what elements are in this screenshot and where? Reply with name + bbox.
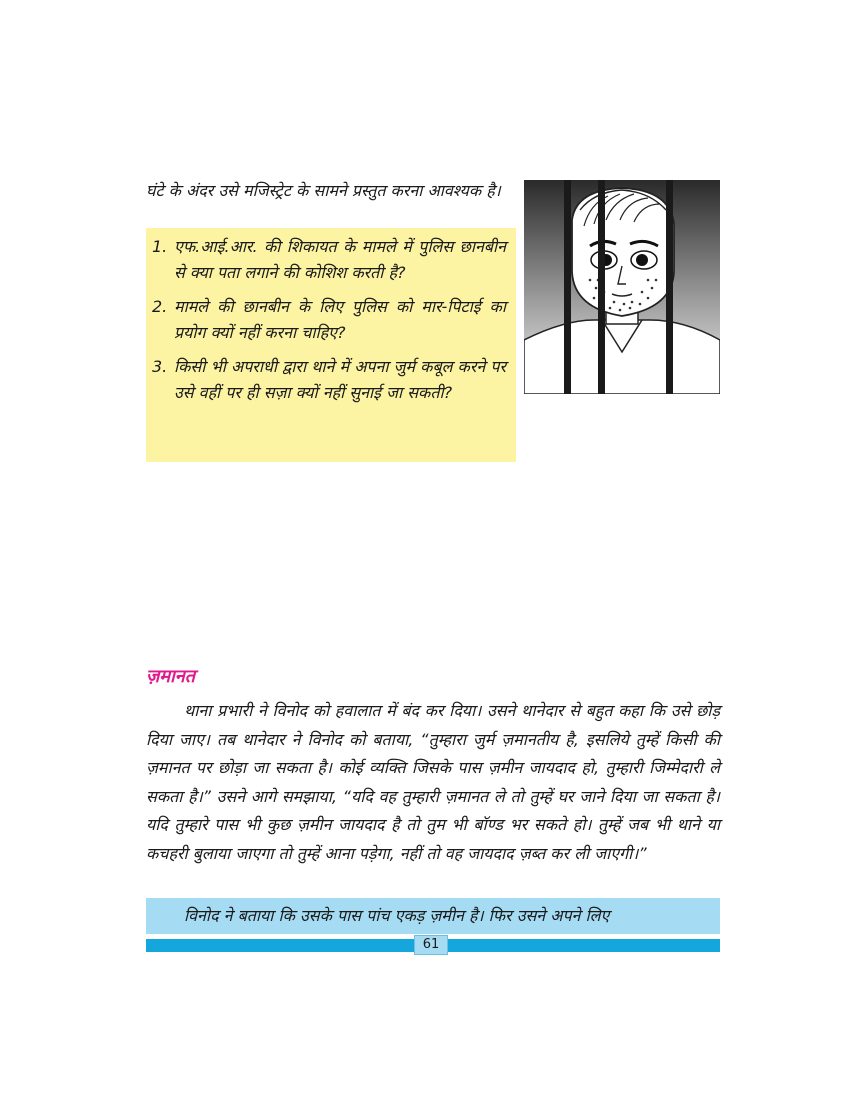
band-text: विनोद ने बताया कि उसके पास पांच एकड़ ज़मीन है। फिर उसने अपने लिए — [184, 906, 610, 925]
question-text: मामले की छानबीन के लिए पुलिस को मार-पिटाई का प्रयोग क्यों नहीं करना चाहिए? — [174, 297, 506, 342]
question-item — [152, 294, 506, 346]
intro-text: घंटे के अंदर उसे मजिस्ट्रेट के सामने प्रस्तुत करना आवश्यक है। — [146, 181, 501, 200]
question-box — [146, 228, 516, 462]
question-text: किसी भी अपराधी द्वारा थाने में अपना जुर्म कबूल करने पर उसे वहीं पर ही सज़ा क्यों नहीं सुनाई जा सकती? — [174, 357, 506, 402]
question-number: 2. — [152, 297, 168, 316]
question-item — [152, 354, 506, 406]
question-list — [152, 234, 506, 406]
page-number: 61 — [414, 935, 448, 955]
question-number: 3. — [152, 357, 168, 376]
section-heading: ज़मानत — [146, 666, 196, 687]
question-number: 1. — [152, 237, 168, 256]
question-item — [152, 234, 506, 286]
body-paragraph: थाना प्रभारी ने विनोद को हवालात में बंद कर दिया। उसने थानेदार से बहुत कहा कि उसे छोड़ दिया जाए। तब थानेदार ने विनोद को बताया, “तुम्हारा जुर्म ज़मानतीय है, इसलिये तुम्हें किसी की ज़मानत पर छोड़ा जा सकता है। कोई व्यक्ति जिसके पास ज़मीन जायदाद हो, तुम्हारी जिम्मेदारी ले सकता है।” उसने आगे समझाया, “यदि वह तुम्हारी ज़मानत ले तो तुम्हें घर जाने दिया जा सकता है। यदि तुम्हारे पास भी कुछ ज़मीन जायदाद है तो तुम भी बॉण्ड भर सकते हो। तुम्हें जब भी थाने या कचहरी बुलाया जाएगा तो तुम्हें आना पड़ेगा, नहीं तो वह जायदाद ज़ब्त कर ली जाएगी।” — [146, 701, 720, 863]
man-behind-bars-illustration — [524, 180, 720, 394]
question-text: एफ.आई.आर. की शिकायत के मामले में पुलिस छानबीन से क्या पता लगाने की कोशिश करती है? — [174, 237, 506, 282]
